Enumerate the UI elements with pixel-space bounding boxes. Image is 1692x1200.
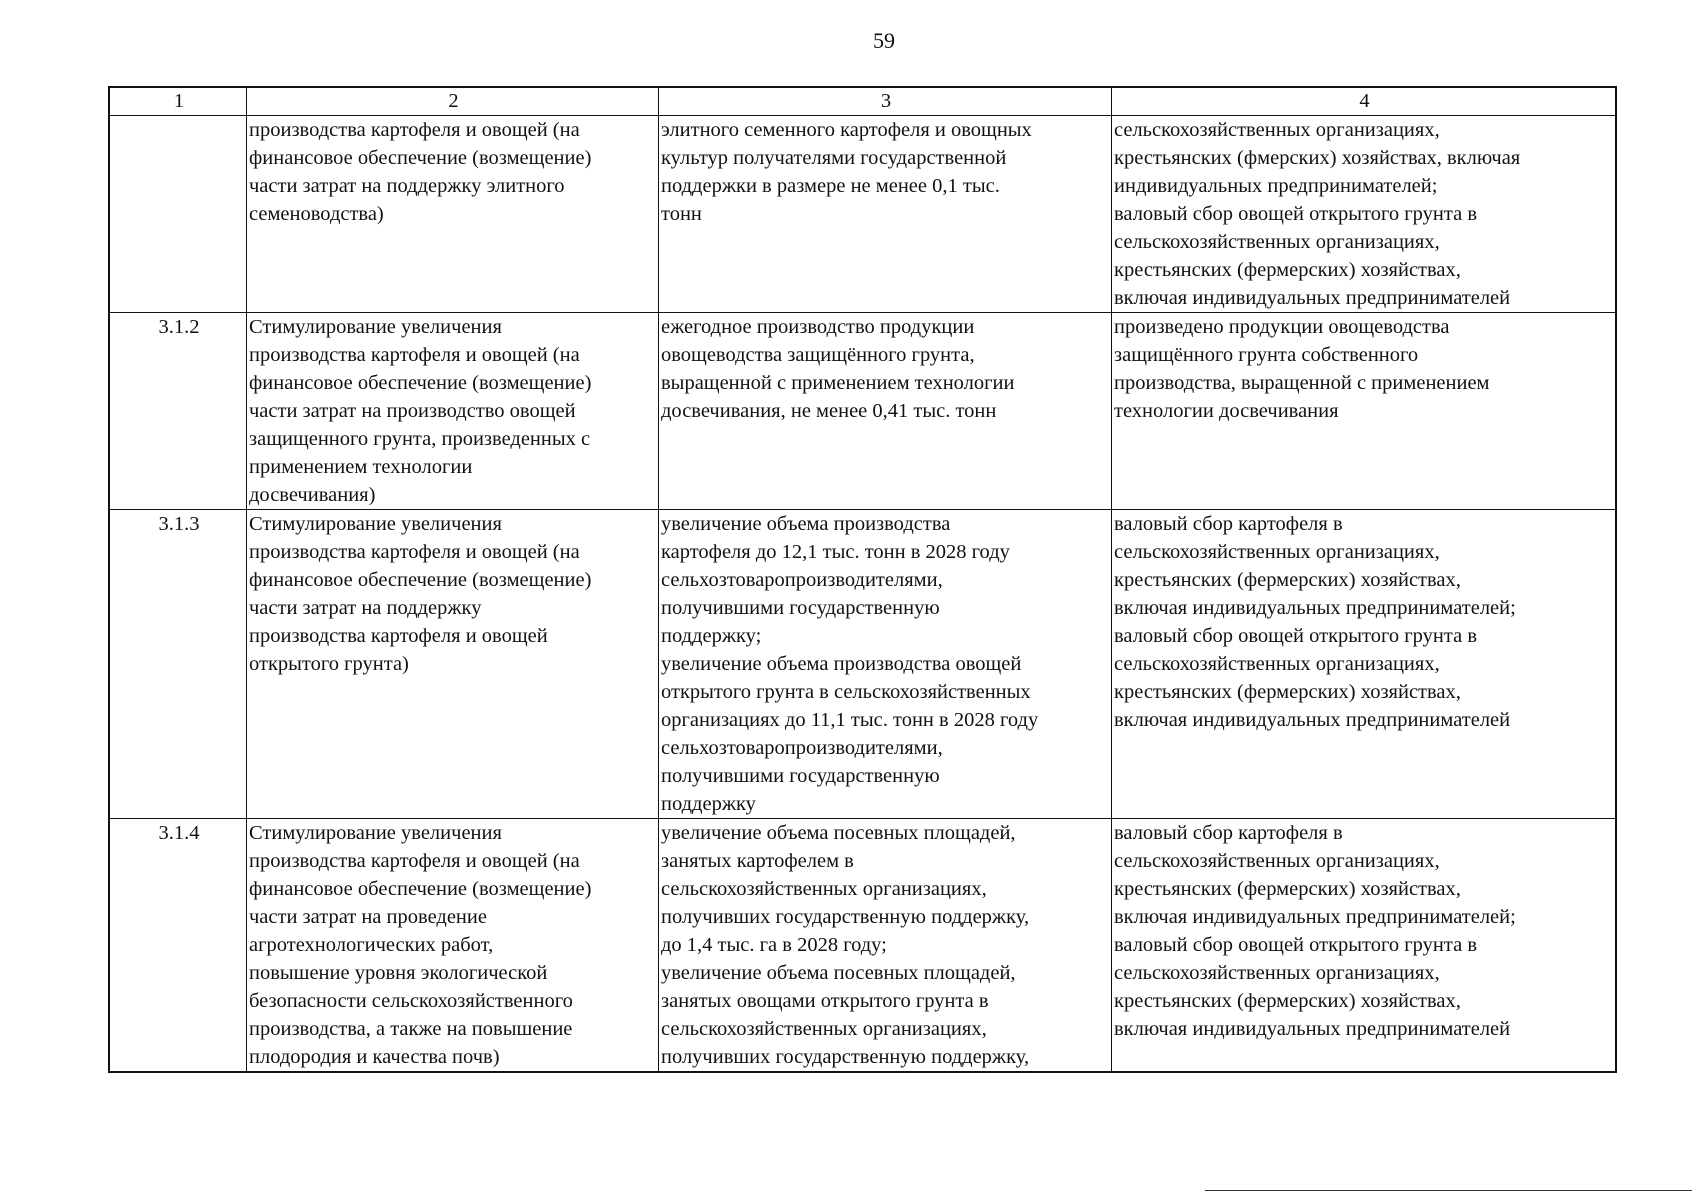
column-header-2: 2: [247, 87, 659, 116]
page-number: 59: [873, 28, 895, 53]
footer-rule: [1205, 1190, 1692, 1191]
row-number: 3.1.2: [109, 313, 247, 510]
result-cell: ежегодное производство продукции овощеводства защищённого грунта, выращенной с применением технологии досвечивания, не менее 0,41 тыс. тонн: [659, 313, 1112, 510]
table-row: [109, 116, 1616, 313]
table-row: [109, 510, 1616, 819]
measures-table: [108, 86, 1617, 1073]
row-number: 3.1.3: [109, 510, 247, 819]
indicator-cell: произведено продукции овощеводства защищённого грунта собственного производства, выращенной с применением технологии досвечивания: [1112, 313, 1617, 510]
result-cell: увеличение объема производства картофеля до 12,1 тыс. тонн в 2028 году сельхозтоваропроизводителями, получившими государственную поддержку; увеличение объема производства овощей открытого грунта в сельскохозяйственных организациях до 11,1 тыс. тонн в 2028 году сельхозтоваропроизводителями, получившими государственную поддержку: [659, 510, 1112, 819]
column-header-3: 3: [659, 87, 1112, 116]
row-number: 3.1.4: [109, 819, 247, 1073]
column-header-1: 1: [109, 87, 247, 116]
indicator-cell: валовый сбор картофеля в сельскохозяйственных организациях, крестьянских (фермерских) хозяйствах, включая индивидуальных предпринимателей; валовый сбор овощей открытого грунта в сельскохозяйственных организациях, крестьянских (фермерских) хозяйствах, включая индивидуальных предпринимателей: [1112, 819, 1617, 1073]
result-cell: увеличение объема посевных площадей, занятых картофелем в сельскохозяйственных организациях, получивших государственную поддержку, до 1,4 тыс. га в 2028 году; увеличение объема посевных площадей, занятых овощами открытого грунта в сельскохозяйственных организациях, получивших государственную поддержку,: [659, 819, 1112, 1073]
indicator-cell: валовый сбор картофеля в сельскохозяйственных организациях, крестьянских (фермерских) хозяйствах, включая индивидуальных предпринимателей; валовый сбор овощей открытого грунта в сельскохозяйственных организациях, крестьянских (фермерских) хозяйствах, включая индивидуальных предпринимателей: [1112, 510, 1617, 819]
table-row: [109, 819, 1616, 1073]
measure-cell: Стимулирование увеличения производства картофеля и овощей (на финансовое обеспечение (возмещение) части затрат на проведение агротехнологических работ, повышение уровня экологической безопасности сельскохозяйственного производства, а также на повышение плодородия и качества почв): [247, 819, 659, 1073]
measure-cell: Стимулирование увеличения производства картофеля и овощей (на финансовое обеспечение (возмещение) части затрат на производство овощей защищенного грунта, произведенных с применением технологии досвечивания): [247, 313, 659, 510]
measure-cell: Стимулирование увеличения производства картофеля и овощей (на финансовое обеспечение (возмещение) части затрат на поддержку производства картофеля и овощей открытого грунта): [247, 510, 659, 819]
result-cell: элитного семенного картофеля и овощных культур получателями государственной поддержки в размере не менее 0,1 тыс. тонн: [659, 116, 1112, 313]
measure-cell: производства картофеля и овощей (на финансовое обеспечение (возмещение) части затрат на поддержку элитного семеноводства): [247, 116, 659, 313]
row-number: [109, 116, 247, 313]
table-row: [109, 313, 1616, 510]
table-header-row: [109, 87, 1616, 116]
column-header-4: 4: [1112, 87, 1617, 116]
indicator-cell: сельскохозяйственных организациях, крестьянских (фмерских) хозяйствах, включая индивидуальных предпринимателей; валовый сбор овощей открытого грунта в сельскохозяйственных организациях, крестьянских (фермерских) хозяйствах, включая индивидуальных предпринимателей: [1112, 116, 1617, 313]
